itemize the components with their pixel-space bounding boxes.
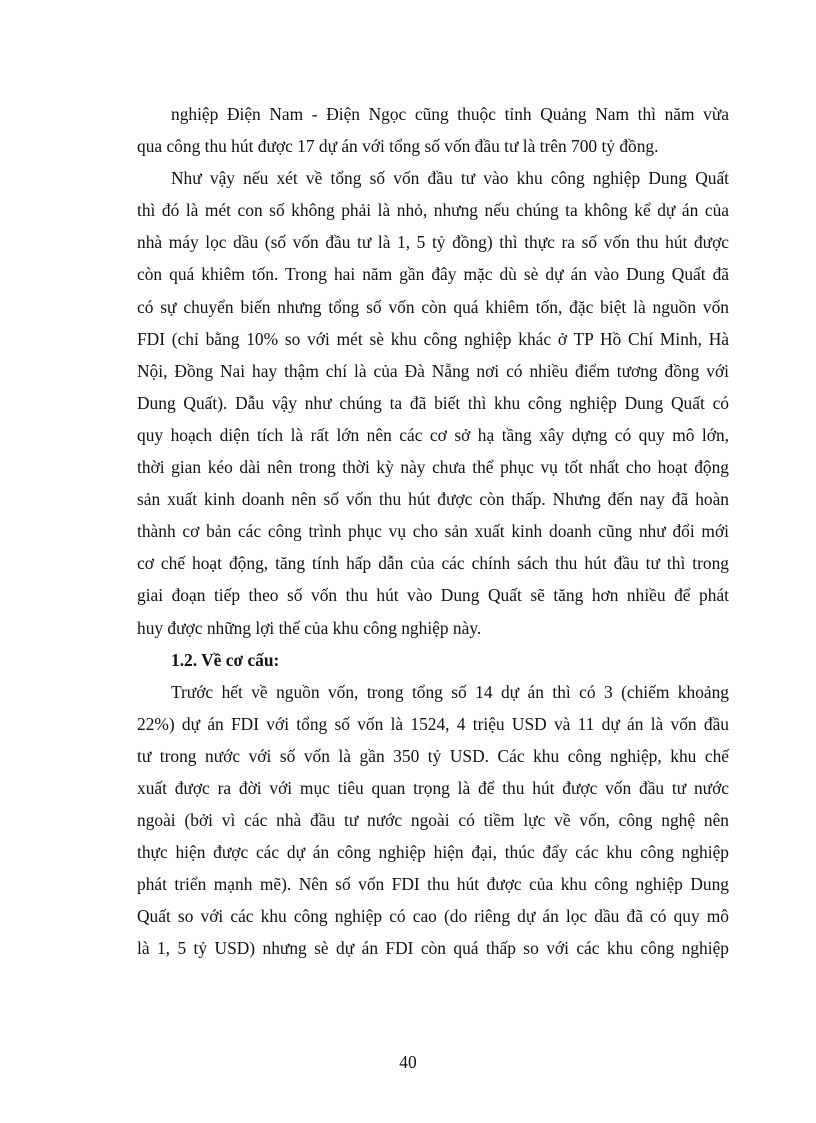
text-line: phát triển mạnh mẽ). Nên số vốn FDI thu hút được của khu công nghiệp Dung <box>137 874 729 895</box>
text-line: qua công thu hút được 17 dự án với tổng số vốn đầu tư là trên 700 tỷ đồng. <box>137 136 659 157</box>
text-line: cơ chế hoạt động, tăng tính hấp dẫn của các chính sách thu hút đầu tư thì trong <box>137 553 729 574</box>
page-number: 40 <box>399 1052 417 1072</box>
text-line: ngoài (bởi vì các nhà đầu tư nước ngoài có tiềm lực về vốn, công nghệ nên <box>137 810 729 831</box>
text-line: FDI (chỉ bằng 10% so với mét sè khu công nghiệp khác ở TP Hồ Chí Minh, Hà <box>137 328 729 349</box>
section-heading: 1.2. Về cơ cấu: <box>171 649 280 670</box>
text-line: quy hoạch diện tích là rất lớn nên các cơ sở hạ tầng xây dựng có quy mô lớn, <box>137 424 729 445</box>
text-line: nhà máy lọc dầu (số vốn đầu tư là 1, 5 tỷ đồng) thì thực ra số vốn thu hút được <box>137 232 729 253</box>
text-line: thời gian kéo dài nên trong thời kỳ này chưa thể phục vụ tốt nhất cho hoạt động <box>137 457 729 478</box>
text-line: có sự chuyển biến nhưng tổng số vốn còn quá khiêm tốn, đặc biệt là nguồn vốn <box>137 296 729 317</box>
text-line: nghiệp Điện Nam - Điện Ngọc cũng thuộc tỉnh Quảng Nam thì năm vừa <box>171 104 729 124</box>
body-text <box>137 98 729 965</box>
text-line: huy được những lợi thế của khu công nghiệp này. <box>137 617 482 638</box>
text-line: Trước hết về nguồn vốn, trong tổng số 14 dự án thì có 3 (chiếm khoảng <box>171 681 729 702</box>
text-line: xuất được ra đời với mục tiêu quan trọng là để thu hút được vốn đầu tư nước <box>137 777 729 798</box>
text-line: Quất so với các khu công nghiệp có cao (do riêng dự án lọc dầu đã có quy mô <box>137 906 729 927</box>
text-line: 22%) dự án FDI với tổng số vốn là 1524, 4 triệu USD và 11 dự án là vốn đầu <box>137 713 729 734</box>
text-line: còn quá khiêm tốn. Trong hai năm gần đây mặc dù sè dự án vào Dung Quất đã <box>137 264 729 285</box>
text-line: là 1, 5 tỷ USD) nhưng sè dự án FDI còn quá thấp so với các khu công nghiệp <box>137 938 729 959</box>
text-line: Như vậy nếu xét về tổng số vốn đầu tư vào khu công nghiệp Dung Quất <box>171 168 729 189</box>
text-line: thực hiện được các dự án công nghiệp hiện đại, thúc đẩy các khu công nghiệp <box>137 842 729 863</box>
text-line: Nội, Đồng Nai hay thậm chí là của Đà Nẵng nơi có nhiều điểm tương đồng với <box>137 360 729 381</box>
text-line: sản xuất kinh doanh nên số vốn thu hút được còn thấp. Nhưng đến nay đã hoàn <box>137 489 729 510</box>
text-line: thành cơ bản các công trình phục vụ cho sản xuất kinh doanh cũng như đổi mới <box>137 521 729 542</box>
text-line: Dung Quất). Dẫu vậy như chúng ta đã biết thì khu công nghiệp Dung Quất có <box>137 392 729 413</box>
text-line: tư trong nước với số vốn là gần 350 tỷ USD. Các khu công nghiệp, khu chế <box>137 745 729 766</box>
text-line: thì đó là mét con số không phải là nhỏ, nhưng nếu chúng ta không kể dự án của <box>137 200 729 221</box>
text-line: giai đoạn tiếp theo số vốn thu hút vào Dung Quất sẽ tăng hơn nhiều để phát <box>137 585 729 606</box>
